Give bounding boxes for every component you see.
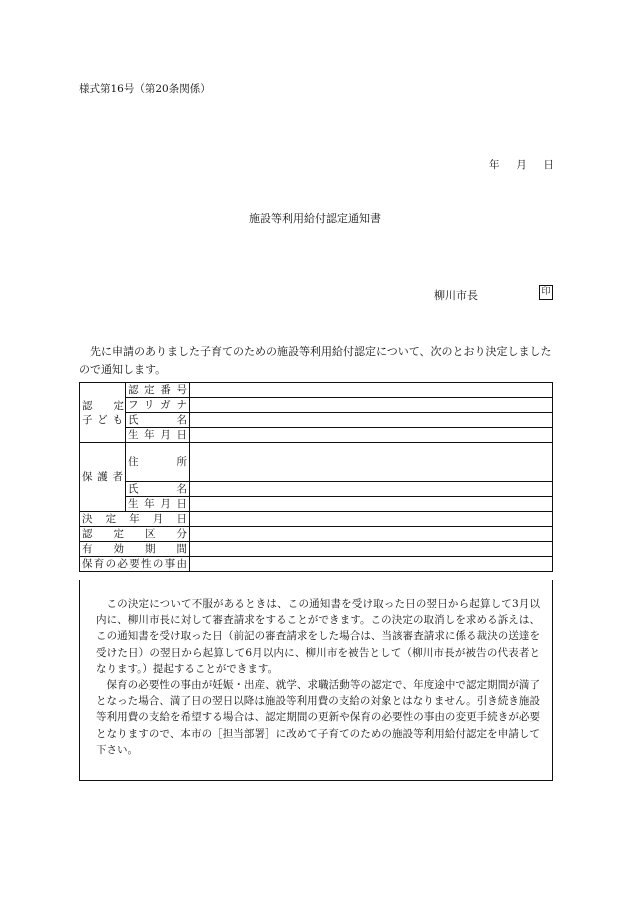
table-row (80, 398, 553, 413)
date-month-label: 月 (516, 159, 527, 171)
notice-appeal-text: この決定について不服があるときは、この通知書を受け取った日の翌日から起算して3月以内に、柳川市長に対して審査請求をすることができます。この決定の取消しを求める訴えは、この通知書を受け取った日（前記の審査請求をした場合は、当該審査請求に係る裁決の送達を受けた日）の翌日から起算して6月以内に、柳川市を被告として（柳川市長が被告の代表者となります。）提起することができます。 (96, 598, 540, 675)
table-row (80, 512, 553, 527)
row-label-address: 住 所 (126, 443, 190, 482)
table-row (80, 542, 553, 557)
table-row (80, 557, 553, 572)
form-number: 様式第16号（第20条関係） (79, 83, 211, 95)
guardian-birthdate-value[interactable] (190, 497, 553, 512)
document-title: 施設等利用給付認定通知書 (249, 212, 381, 225)
date-day-label: 日 (543, 159, 554, 171)
certification-category-value[interactable] (190, 527, 553, 542)
childcare-reason-value[interactable] (190, 557, 553, 572)
row-label-certification-category: 認定区分 (80, 527, 190, 542)
child-birthdate-value[interactable] (190, 428, 553, 443)
table-row (80, 383, 553, 398)
table-row (80, 482, 553, 497)
child-name-value[interactable] (190, 413, 553, 428)
row-label-cert-number: 認定番号 (126, 383, 190, 398)
table-row (80, 413, 553, 428)
row-label-furigana: フリガナ (126, 398, 190, 413)
valid-period-value[interactable] (190, 542, 553, 557)
row-label-valid-period: 有効期間 (80, 542, 190, 557)
child-group-label: 認 定 子 ど も (80, 383, 126, 443)
row-label-decision-date: 決定年月日 (80, 512, 190, 527)
date-year-label: 年 (489, 159, 500, 171)
notice-renewal-text: 保育の必要性の事由が妊娠・出産、就学、求職活動等の認定で、年度途中で認定期間が満了となった場合、満了日の翌日以降は施設等利用費の支給の対象とはなりません。引き続き施設等利用費の支給を希望する場合は、認定期間の更新や保育の必要性の事由の変更手続きが必要となりますので、本市の［担当部署］に改めて子育てのための施設等利用給付認定を申請して下さい。 (96, 679, 540, 756)
guardian-name-value[interactable] (190, 482, 553, 497)
table-row (80, 497, 553, 512)
guardian-group-label: 保 護 者 (80, 443, 126, 512)
intro-text: 先に申請のありました子育てのための施設等利用給付認定について、次のとおり決定しましたので通知します。 (79, 345, 552, 376)
table-row (80, 527, 553, 542)
table-row (80, 443, 553, 482)
row-label-guardian-birthdate: 生年月日 (126, 497, 190, 512)
row-label-child-name: 氏 名 (126, 413, 190, 428)
issue-date (489, 157, 554, 172)
cert-number-value[interactable] (190, 383, 553, 398)
row-label-childcare-reason: 保育の必要性の事由 (80, 557, 190, 572)
furigana-value[interactable] (190, 398, 553, 413)
table-row (80, 428, 553, 443)
seal-stamp: 印 (539, 285, 553, 300)
row-label-guardian-name: 氏 名 (126, 482, 190, 497)
notice-box (79, 580, 553, 781)
row-label-child-birthdate: 生年月日 (126, 428, 190, 443)
issuer-name: 柳川市長 (434, 289, 478, 302)
address-value[interactable] (190, 443, 553, 482)
certification-table (79, 382, 553, 572)
decision-date-value[interactable] (190, 512, 553, 527)
